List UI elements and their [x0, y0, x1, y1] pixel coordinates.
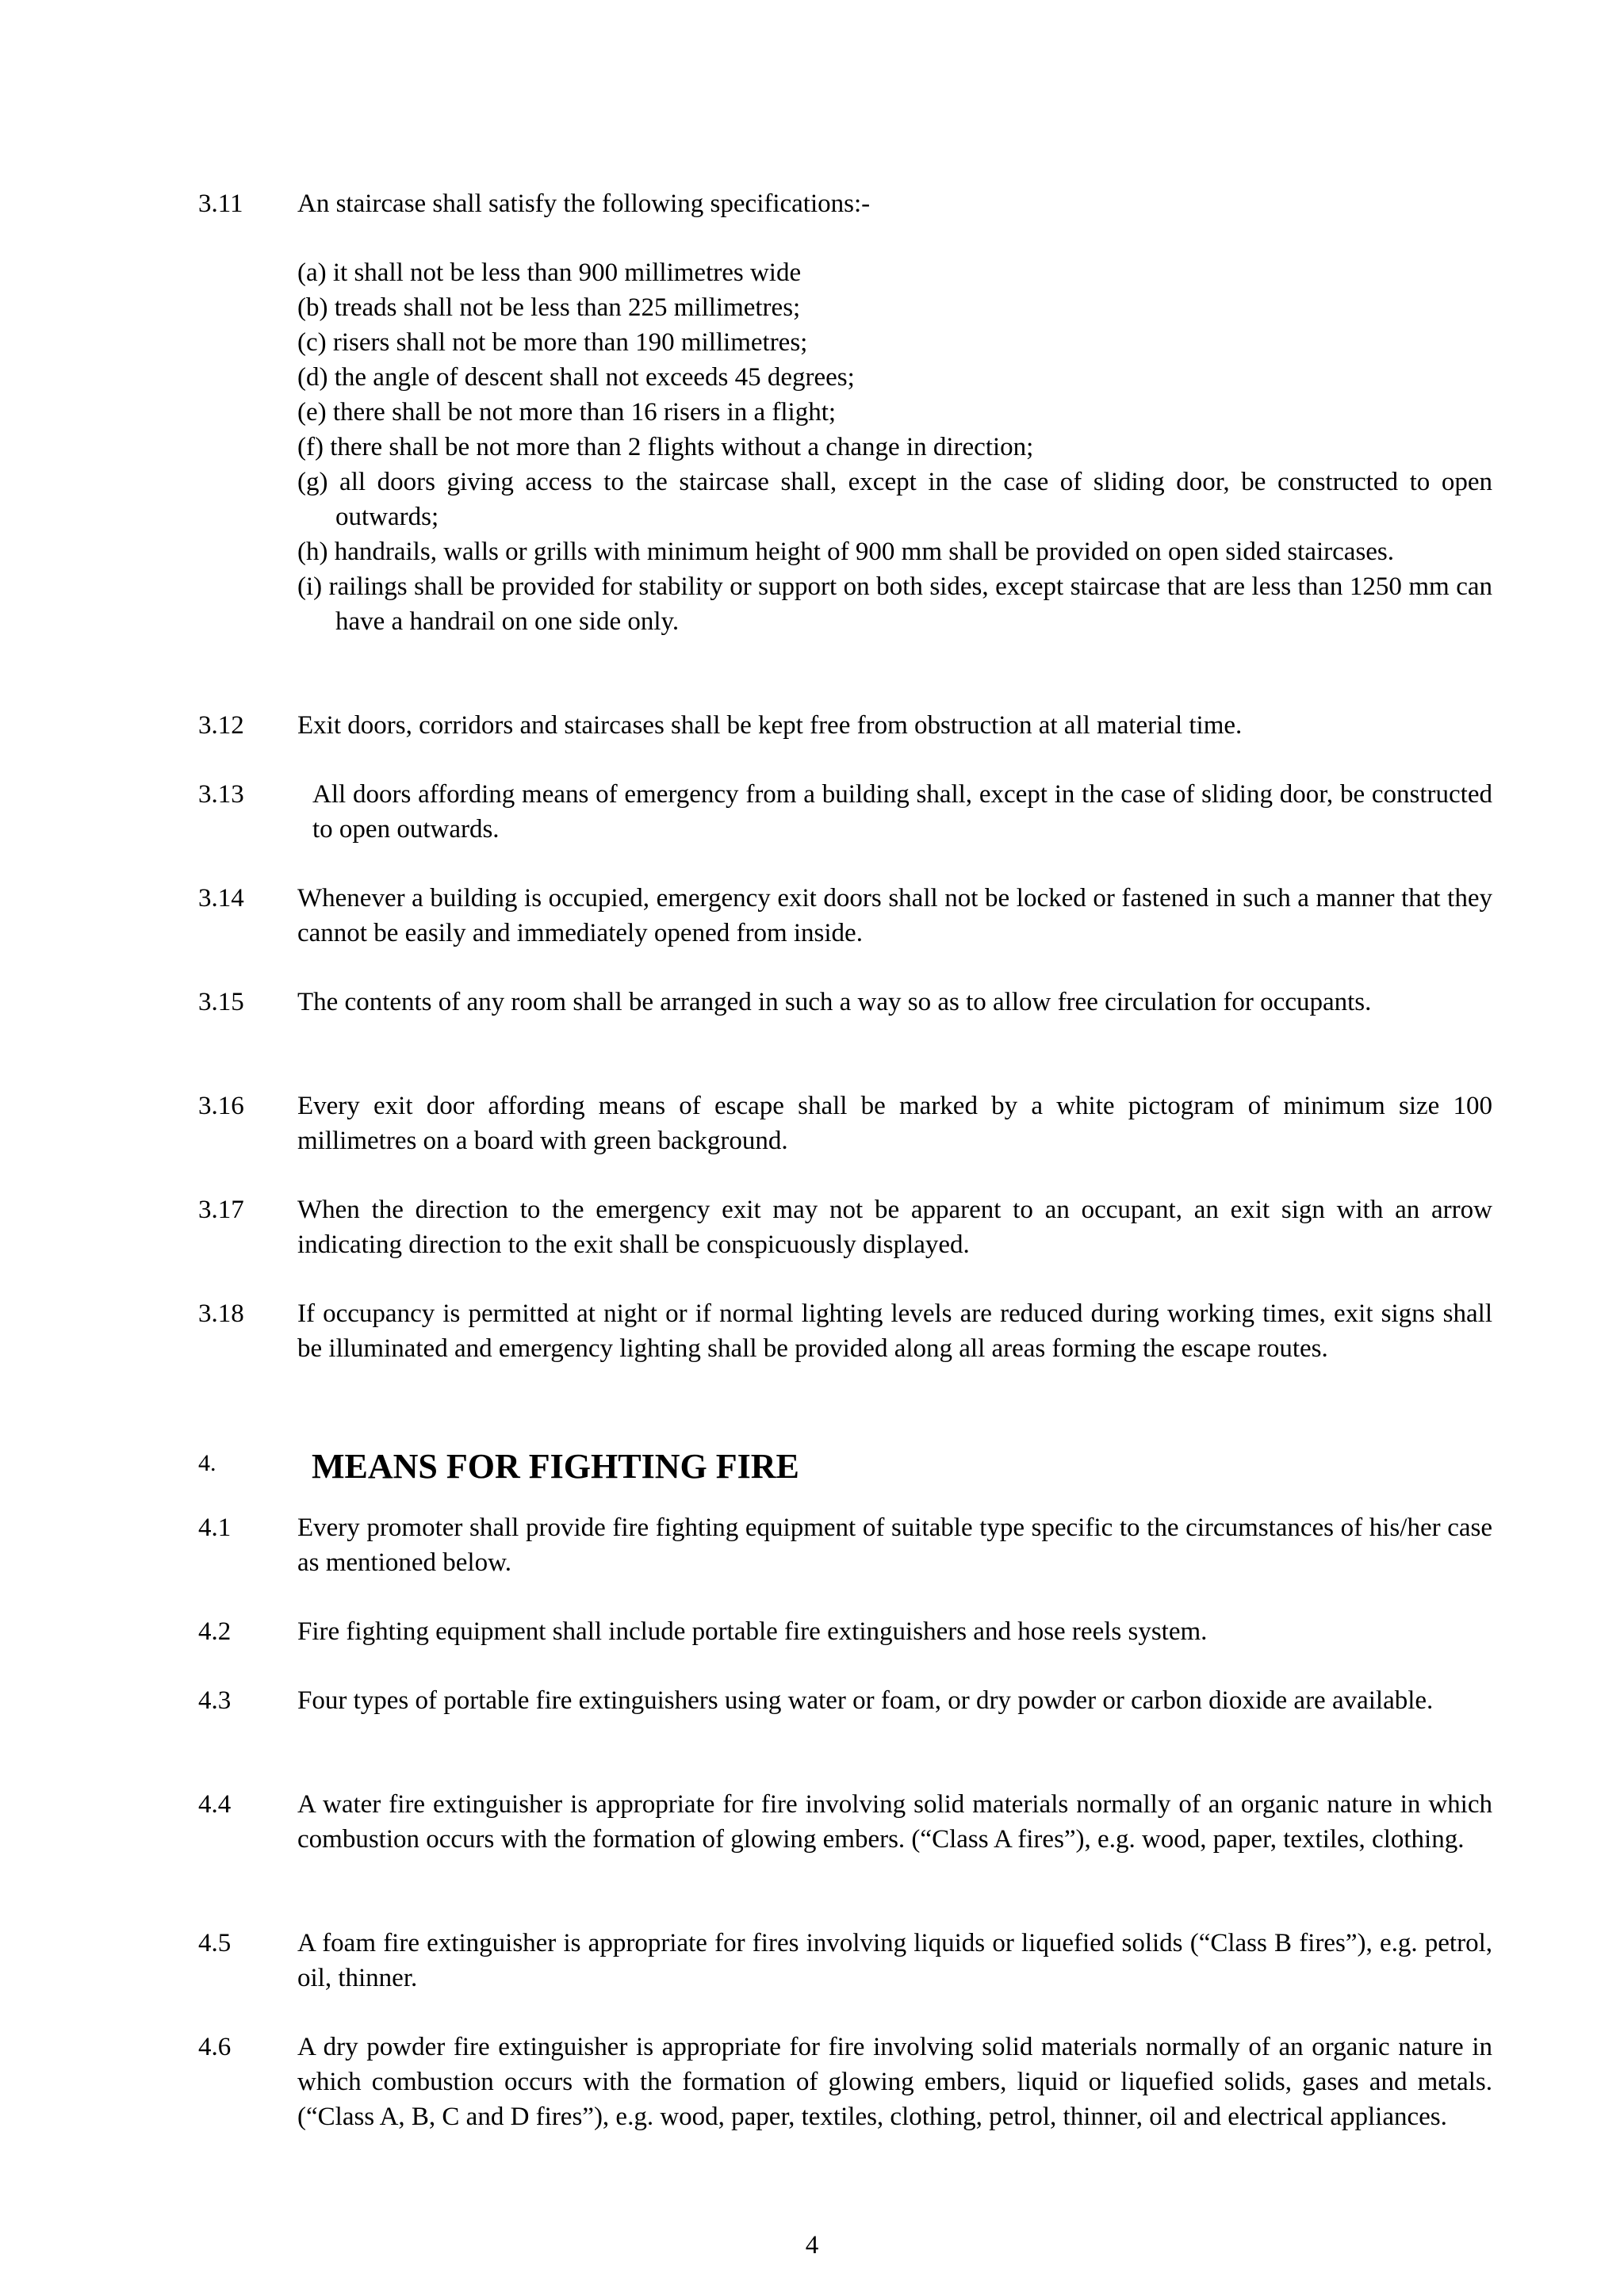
clause-4-3: [198, 1683, 1492, 1718]
clause-number: 4.5: [198, 1929, 232, 1957]
clause-4-2: [198, 1614, 1492, 1649]
clause-text: Every exit door affording means of escape shall be marked by a white pictogram of minimum size 100 millimetres on a board with green background.: [297, 1092, 1492, 1155]
clause-text: The contents of any room shall be arranged in such a way so as to allow free circulation for occupants.: [297, 988, 1372, 1016]
section-number: 4.: [198, 1450, 216, 1476]
clause-text: A water fire extinguisher is appropriate for fire involving solid materials normally of an organic nature in which combustion occurs with the formation of glowing embers. (“Class A fires”), e.g. wood, paper, textiles, clothing.: [297, 1790, 1492, 1854]
clause-text: A dry powder fire extinguisher is appropriate for fire involving solid materials normally of an organic nature in which combustion occurs with the formation of glowing embers, liquid or liquefied solids, gases and metals. (“Class A, B, C and D fires”), e.g. wood, paper, textiles, clothing, petrol, thinner, oil and electrical appliances.: [297, 2033, 1492, 2131]
clause-4-1: [198, 1510, 1492, 1580]
clause-text: All doors affording means of emergency from a building shall, except in the case of sliding door, be constructed to open outwards.: [312, 780, 1492, 844]
clause-4-5: [198, 1926, 1492, 1996]
clause-number: 4.1: [198, 1513, 232, 1542]
list-item: (h) handrails, walls or grills with minimum height of 900 mm shall be provided on open sided staircases.: [297, 538, 1395, 566]
list-item: (f) there shall be not more than 2 flights without a change in direction;: [297, 433, 1034, 461]
clause-3-16: [198, 1089, 1492, 1158]
clause-number: 4.3: [198, 1686, 232, 1715]
clause-4-6: [198, 2030, 1492, 2134]
clause-text: Every promoter shall provide fire fighting equipment of suitable type specific to the circumstances of his/her case as mentioned below.: [297, 1513, 1492, 1577]
clause-number: 3.15: [198, 988, 244, 1016]
list-item: (d) the angle of descent shall not exceeds 45 degrees;: [297, 363, 855, 392]
clause-number: 3.14: [198, 884, 244, 913]
list-item: (b) treads shall not be less than 225 millimetres;: [297, 293, 801, 322]
clause-text: A foam fire extinguisher is appropriate for fires involving liquids or liquefied solids (“Class B fires”), e.g. petrol, oil, thinner.: [297, 1929, 1492, 1992]
clause-text: Fire fighting equipment shall include portable fire extinguishers and hose reels system.: [297, 1617, 1208, 1646]
clause-text: Four types of portable fire extinguishers using water or foam, or dry powder or carbon dioxide are available.: [297, 1686, 1434, 1715]
clause-number: 3.18: [198, 1299, 244, 1328]
clause-number: 3.12: [198, 711, 244, 740]
section-heading: MEANS FOR FIGHTING FIRE: [312, 1447, 799, 1486]
clause-number: 3.17: [198, 1196, 244, 1224]
list-item: (i) railings shall be provided for stability or support on both sides, except staircase that are less than 1250 mm can have a handrail on one side only.: [297, 572, 1492, 636]
clause-text: Exit doors, corridors and staircases shall be kept free from obstruction at all material time.: [297, 711, 1243, 740]
clause-text: An staircase shall satisfy the following specifications:-: [297, 189, 871, 218]
clause-3-12: [198, 708, 1492, 743]
list-item: (g) all doors giving access to the staircase shall, except in the case of sliding door, be constructed to open outwards;: [297, 468, 1492, 531]
staircase-specification-list: [297, 255, 1492, 639]
clause-number: 3.13: [198, 780, 244, 809]
clause-number: 4.4: [198, 1790, 232, 1819]
clause-3-15: [198, 985, 1492, 1020]
list-item: (a) it shall not be less than 900 millimetres wide: [297, 258, 802, 287]
clause-text: If occupancy is permitted at night or if normal lighting levels are reduced during working times, exit signs shall be illuminated and emergency lighting shall be provided along all areas forming the escape routes.: [297, 1299, 1492, 1363]
clause-text: When the direction to the emergency exit may not be apparent to an occupant, an exit sign with an arrow indicating direction to the exit shall be conspicuously displayed.: [297, 1196, 1492, 1259]
clause-4-4: [198, 1787, 1492, 1857]
clause-3-13: [198, 777, 1492, 847]
clause-number: 3.16: [198, 1092, 244, 1120]
list-item: (e) there shall be not more than 16 risers in a flight;: [297, 398, 837, 427]
clause-number: 4.6: [198, 2033, 232, 2061]
clause-3-18: [198, 1296, 1492, 1366]
list-item: (c) risers shall not be more than 190 millimetres;: [297, 328, 808, 357]
clause-3-14: [198, 881, 1492, 951]
clause-3-17: [198, 1192, 1492, 1262]
page-number: 4: [805, 2231, 819, 2260]
clause-text: Whenever a building is occupied, emergency exit doors shall not be locked or fastened in such a manner that they cannot be easily and immediately opened from inside.: [297, 884, 1492, 947]
clause-number: 3.11: [198, 189, 243, 218]
clause-number: 4.2: [198, 1617, 232, 1646]
clause-3-11: [198, 186, 1492, 221]
